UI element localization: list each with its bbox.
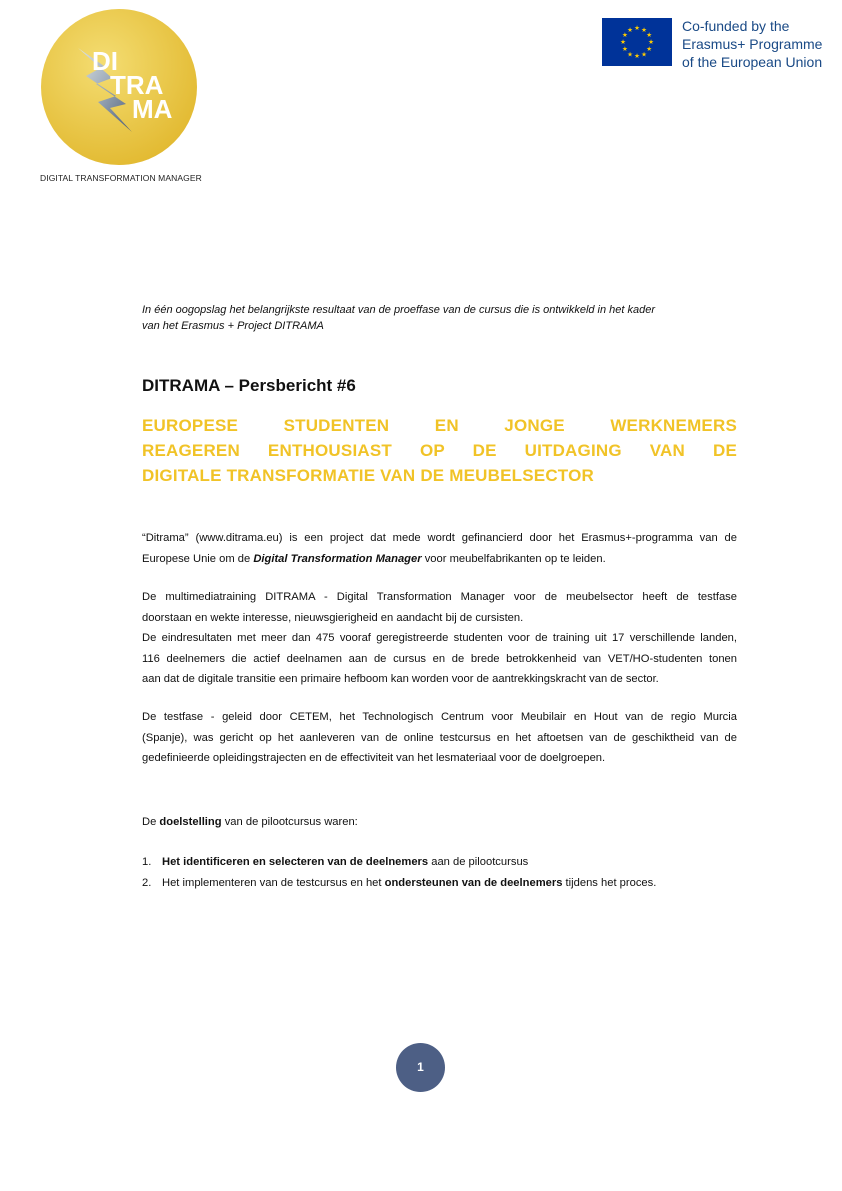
ditrama-logo-icon <box>40 8 198 166</box>
p1-emphasis: Digital Transformation Manager <box>253 552 422 565</box>
list-item-number: 2. <box>142 876 152 889</box>
p1-line-2-pre: Europese Unie om de <box>142 552 254 565</box>
eu-text-line-2: Erasmus+ Programme <box>682 36 823 52</box>
p2-line-2: doorstaan en wekte interesse, nieuwsgierigheid en aandacht bij de cursisten. <box>142 611 524 624</box>
logo-line-2: TRA <box>110 70 164 100</box>
list-item-pre: Het implementeren van de testcursus en het <box>162 876 385 889</box>
list-item-bold: ondersteunen van de deelnemers <box>384 876 563 889</box>
list-item-number: 1. <box>142 856 152 868</box>
eu-star-icon: ★ <box>641 51 647 59</box>
paragraph-test-phase <box>142 707 737 769</box>
paragraph-results <box>142 587 737 690</box>
headline-line-3: DIGITALE TRANSFORMATIE VAN DE MEUBELSECTOR <box>142 466 594 485</box>
page-number-badge: 1 <box>396 1043 445 1092</box>
intro-line-2: van het Erasmus + Project DITRAMA <box>142 320 324 332</box>
p1-line-1: “Ditrama” (www.ditrama.eu) is een project dat mede wordt gefinancierd door het Erasmus+-programma van de <box>142 532 737 544</box>
headline-line-1: EUROPESE STUDENTEN EN JONGE WERKNEMERS <box>142 416 737 435</box>
eu-star-icon: ★ <box>620 39 626 47</box>
eu-flag-icon <box>602 18 672 66</box>
eu-star-icon: ★ <box>646 46 653 54</box>
eu-star-icon: ★ <box>627 51 633 59</box>
p3-line-2: (Spanje), was gericht op het aanleveren van de online testcursus en het aftoetsen van de geschiktheid van de <box>142 731 737 744</box>
p1-line-2 <box>142 549 737 570</box>
eu-cofunding-text <box>682 17 842 71</box>
objectives-list <box>142 852 737 893</box>
p3-line-3: gedefinieerde opleidingstrajecten en de effectiviteit van het lesmateriaal voor de doelgroepen. <box>142 752 606 764</box>
eu-star-icon: ★ <box>641 27 647 35</box>
eu-star-icon: ★ <box>646 32 653 40</box>
p4-post: van de pilootcursus waren: <box>221 816 358 828</box>
eu-star-icon: ★ <box>621 46 628 54</box>
p2-line-1: De multimediatraining DITRAMA - Digital Transformation Manager voor de meubelsector heeft de testfase <box>142 591 737 603</box>
p4-line <box>142 812 737 833</box>
p4-pre: De <box>142 816 160 828</box>
paragraph-project-intro <box>142 528 737 569</box>
press-release-title: DITRAMA – Persbericht #6 <box>142 376 356 395</box>
p1-line-2-post: voor meubelfabrikanten op te leiden. <box>421 552 606 565</box>
eu-star-icon: ★ <box>634 53 640 61</box>
p2-line-5: aan dat de digitale transitie een primaire hefboom kan worden voor de aantrekkingskracht van de sector. <box>142 673 659 685</box>
headline <box>142 413 737 488</box>
p4-bold: doelstelling <box>159 816 222 828</box>
list-item-post: tijdens het proces. <box>562 876 657 889</box>
logo-line-1: DI <box>92 46 118 76</box>
eu-star-icon: ★ <box>634 25 640 33</box>
eu-text-line-1: Co-funded by the <box>682 18 790 34</box>
intro-line-1: In één oogopslag het belangrijkste resultaat van de proeffase van de cursus die is ontwikkeld in het kader <box>142 304 656 316</box>
list-item-bold: Het identificeren en selecteren van de deelnemers <box>162 856 429 868</box>
p3-line-1: De testfase - geleid door CETEM, het Technologisch Centrum voor Meubilair en Hout van de regio Murcia <box>142 711 737 723</box>
list-item <box>142 852 737 873</box>
eu-text-line-3: of the European Union <box>682 54 823 70</box>
list-item-post: aan de pilootcursus <box>428 856 529 868</box>
eu-star-icon: ★ <box>627 27 633 35</box>
logo-caption: DIGITAL TRANSFORMATION MANAGER <box>40 173 202 183</box>
logo-line-3: MA <box>132 94 173 124</box>
p2-line-3: De eindresultaten met meer dan 475 vooraf geregistreerde studenten voor de training uit 17 verschillende landen, <box>142 632 737 644</box>
headline-line-2: REAGEREN ENTHOUSIAST OP DE UITDAGING VAN DE <box>142 441 737 460</box>
paragraph-objective <box>142 812 737 833</box>
eu-cofunding-block <box>602 17 837 69</box>
eu-star-icon: ★ <box>648 39 654 47</box>
intro-text <box>142 302 742 334</box>
eu-star-icon: ★ <box>621 32 628 40</box>
p2-line-4: 116 deelnemers die actief deelnamen aan de cursus en de brede betrokkenheid van VET/HO-studenten tonen <box>142 652 737 665</box>
list-item <box>142 873 737 894</box>
